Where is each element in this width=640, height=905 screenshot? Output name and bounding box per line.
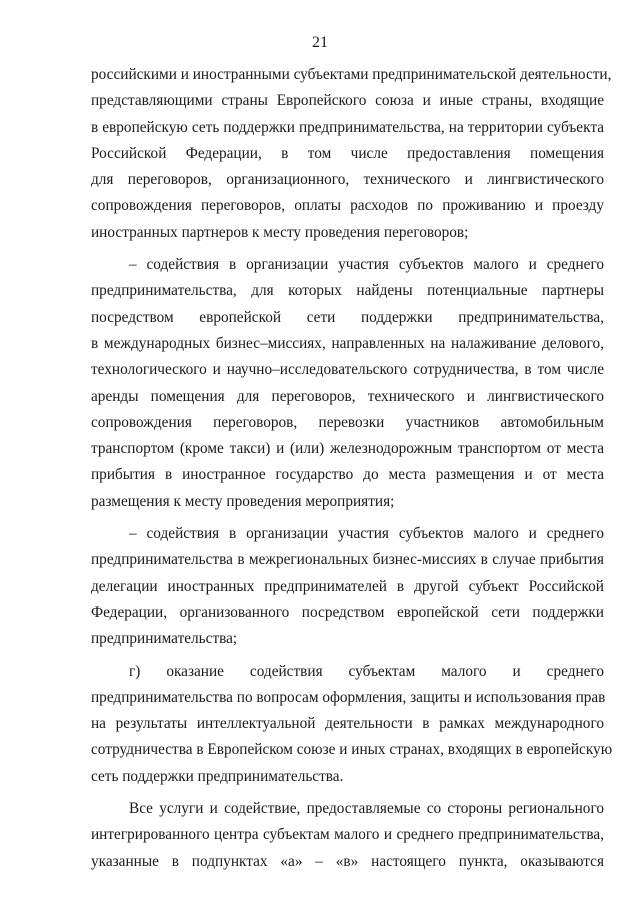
- text-line: российскими и иностранными субъектами предпринимательской деятельности,: [91, 66, 612, 83]
- text-line: интегрированного центра субъектам малого и среднего предпринимательства,: [91, 826, 604, 844]
- paragraph-1: [91, 62, 612, 246]
- text-line: предпринимательства в межрегиональных бизнес-миссиях в случае прибытия: [91, 551, 604, 569]
- text-line: делегации иностранных предпринимателей в другой субъект Российской: [91, 577, 604, 595]
- text-line: посредством европейской сети поддержки предпринимательства,: [91, 308, 604, 326]
- paragraph-2: [91, 252, 604, 515]
- text-line: аренды помещения для переговоров, технического и лингвистического: [91, 387, 604, 405]
- paragraph-4: [91, 659, 613, 790]
- text-line: в международных бизнес–миссиях, направленных на налаживание делового,: [91, 334, 604, 352]
- text-line: предпринимательства;: [91, 630, 238, 648]
- text-line: иностранных партнеров к месту проведения переговоров;: [91, 223, 469, 241]
- text-line: Все услуги и содействие, предоставляемые со стороны регионального: [129, 800, 604, 818]
- text-line: технологического и научно–исследовательского сотрудничества, в том числе: [91, 361, 604, 379]
- text-line: сопровождения переговоров, перевозки участников автомобильным: [91, 413, 604, 431]
- page-number: 21: [312, 34, 328, 51]
- text-line: сотрудничества в Европейском союзе и иных странах, входящих в европейскую: [91, 741, 613, 759]
- text-line: Российской Федерации, в том числе предоставления помещения: [91, 144, 604, 162]
- text-line: указанные в подпунктах «а» – «в» настоящего пункта, оказываются: [91, 852, 604, 870]
- paragraph-3: [91, 521, 604, 652]
- text-line: предпринимательства, для которых найдены потенциальные партнеры: [91, 282, 604, 300]
- text-line: для переговоров, организационного, технического и лингвистического: [91, 171, 604, 189]
- text-line: размещения к месту проведения мероприятия;: [91, 492, 395, 510]
- text-line: сеть поддержки предпринимательства.: [91, 767, 344, 785]
- body-text: [91, 62, 613, 875]
- text-line: – содействия в организации участия субъектов малого и среднего: [129, 525, 604, 543]
- text-line: в европейскую сеть поддержки предпринимательства, на территории субъекта: [91, 118, 604, 136]
- paragraph-5: [91, 796, 604, 875]
- text-line: на результаты интеллектуальной деятельности в рамках международного: [91, 715, 604, 733]
- text-line: сопровождения переговоров, оплаты расходов по проживанию и проезду: [91, 197, 604, 215]
- text-line: Федерации, организованного посредством европейской сети поддержки: [91, 603, 604, 621]
- text-line: транспортом (кроме такси) и (или) железнодорожным транспортом от места: [91, 440, 604, 458]
- text-line: прибытия в иностранное государство до места размещения и от места: [91, 466, 604, 484]
- text-line: предпринимательства по вопросам оформления, защиты и использования прав: [91, 688, 606, 706]
- text-line: – содействия в организации участия субъектов малого и среднего: [129, 256, 604, 274]
- text-line: г) оказание содействия субъектам малого и среднего: [129, 662, 604, 680]
- text-line: представляющими страны Европейского союза и иные страны, входящие: [91, 92, 604, 110]
